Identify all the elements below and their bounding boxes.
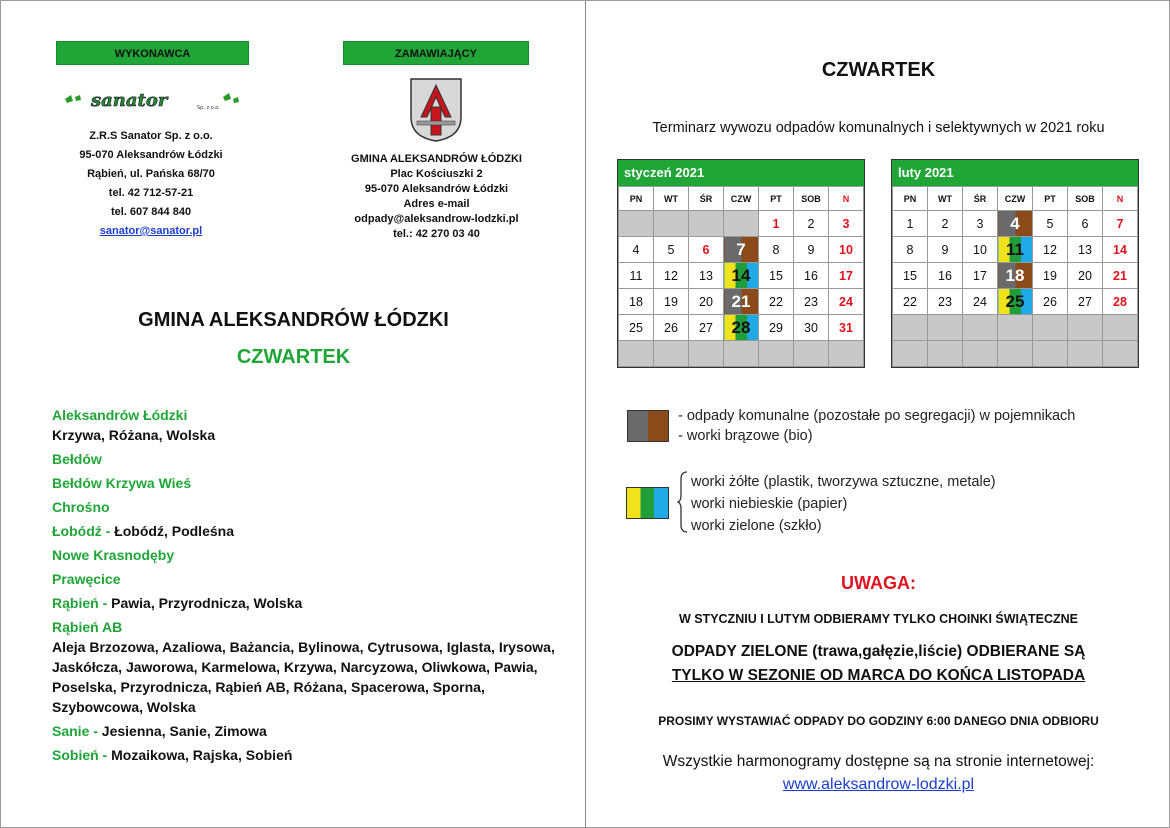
calendar-day: 17 [829, 263, 864, 289]
calendar-day: 11 [619, 263, 654, 289]
weekday-header: WT [654, 187, 689, 211]
calendar-day: 19 [654, 289, 689, 315]
contractor-label: WYKONAWCA [56, 41, 249, 65]
calendar-day: 22 [759, 289, 794, 315]
calendar-day: 2 [794, 211, 829, 237]
weekday-header: N [829, 187, 864, 211]
calendar-day: 3 [963, 211, 998, 237]
calendar-day: 12 [654, 263, 689, 289]
calendar-empty-cell [794, 341, 829, 367]
calendar-day: 24 [963, 289, 998, 315]
calendar-empty-cell [654, 341, 689, 367]
calendar-day: 27 [689, 315, 724, 341]
calendar-day: 23 [928, 289, 963, 315]
weekday-header: WT [928, 187, 963, 211]
calendar-day: 14 [1103, 237, 1138, 263]
contractor-phone1: tel. 42 712-57-21 [108, 187, 194, 199]
locality-name: Prawęcice [52, 571, 121, 587]
calendar-empty-cell [654, 211, 689, 237]
locality-name: Chrośno [52, 499, 110, 515]
locality-name: Bełdów [52, 451, 102, 467]
municipality-crest-icon [409, 77, 463, 143]
calendar-january [617, 159, 865, 368]
contractor-name: Z.R.S Sanator Sp. z o.o. [89, 130, 213, 142]
contractor-phone2: tel. 607 844 840 [110, 206, 192, 218]
weekday-header: PT [759, 187, 794, 211]
street-group [52, 449, 557, 469]
calendar-day: 20 [1068, 263, 1103, 289]
street-list: Krzywa, Różana, Wolska [52, 427, 216, 443]
calendar-empty-cell [1033, 341, 1068, 367]
municipality-day: CZWARTEK [236, 346, 351, 368]
street-group [52, 497, 557, 517]
weekday-header: CZW [998, 187, 1033, 211]
street-group [52, 745, 557, 765]
warning-heading: UWAGA: [841, 573, 916, 593]
website-link[interactable]: www.aleksandrow-lodzki.pl [782, 776, 975, 793]
street-group [52, 721, 557, 741]
calendar-empty-cell [998, 315, 1033, 341]
mixed-waste-swatch [627, 410, 669, 442]
weekday-header: SOB [1068, 187, 1103, 211]
calendar-day: 10 [963, 237, 998, 263]
note-christmas-trees: W STYCZNIU I LUTYM ODBIERAMY TYLKO CHOINKI ŚWIĄTECZNE [678, 612, 1079, 626]
street-list: Pawia, Przyrodnicza, Wolska [111, 595, 303, 611]
street-group [52, 473, 557, 493]
street-list: Mozaikowa, Rajska, Sobień [111, 747, 293, 763]
calendar-empty-cell [928, 315, 963, 341]
calendar-empty-cell [963, 341, 998, 367]
locality-name: Sanie - [52, 723, 98, 739]
note-green-waste-line2: TYLKO W SEZONIE OD MARCA DO KOŃCA LISTOPADA [671, 667, 1086, 684]
calendar-empty-cell [619, 211, 654, 237]
calendar-day: 6 [1068, 211, 1103, 237]
schedule-title: CZWARTEK [821, 59, 936, 81]
calendar-empty-cell [963, 315, 998, 341]
calendar-empty-cell [893, 315, 928, 341]
calendar-day: 4 [619, 237, 654, 263]
calendar-day: 16 [928, 263, 963, 289]
calendar-empty-cell [1068, 341, 1103, 367]
calendar-day: 6 [689, 237, 724, 263]
weekday-header: ŚR [689, 187, 724, 211]
locality-name: Rąbień AB [52, 619, 123, 635]
calendar-day: 7 [724, 237, 759, 263]
note-green-waste [586, 640, 1170, 688]
calendar-day: 9 [928, 237, 963, 263]
calendar-day: 5 [654, 237, 689, 263]
street-group [52, 593, 557, 613]
note-schedules: Wszystkie harmonogramy dostępne są na stronie internetowej: [662, 753, 1095, 770]
selective-waste-legend [691, 471, 996, 537]
contractor-info [41, 127, 261, 241]
street-group [52, 405, 557, 445]
calendar-day: 21 [724, 289, 759, 315]
calendar-day: 23 [794, 289, 829, 315]
calendar-day: 13 [689, 263, 724, 289]
calendar-day: 15 [759, 263, 794, 289]
locality-name: Nowe Krasnodęby [52, 547, 175, 563]
calendar-day: 4 [998, 211, 1033, 237]
locality-name: Rąbień - [52, 595, 108, 611]
calendar-empty-cell [1103, 315, 1138, 341]
calendar-empty-cell [689, 211, 724, 237]
calendar-day: 5 [1033, 211, 1068, 237]
calendar-day: 24 [829, 289, 864, 315]
calendar-day: 1 [759, 211, 794, 237]
calendar-day: 30 [794, 315, 829, 341]
calendar-empty-cell [759, 341, 794, 367]
calendar-day: 9 [794, 237, 829, 263]
weekday-header: ŚR [963, 187, 998, 211]
calendar-day: 29 [759, 315, 794, 341]
calendar-day: 12 [1033, 237, 1068, 263]
calendar-day: 20 [689, 289, 724, 315]
contractor-address1: 95-070 Aleksandrów Łódzki [79, 149, 223, 161]
contractor-address2: Rąbień, ul. Pańska 68/70 [87, 168, 215, 180]
calendar-day: 28 [724, 315, 759, 341]
calendar-day: 25 [998, 289, 1033, 315]
client-email: odpady@aleksandrow-lodzki.pl [354, 213, 519, 225]
calendar-month-title: luty 2021 [892, 160, 1138, 186]
calendar-day: 31 [829, 315, 864, 341]
locality-name: Aleksandrów Łódzki [52, 407, 188, 423]
client-phone: tel.: 42 270 03 40 [393, 228, 480, 240]
street-group [52, 545, 557, 565]
calendar-day: 14 [724, 263, 759, 289]
calendar-empty-cell [1033, 315, 1068, 341]
sanator-logo [61, 87, 246, 117]
client-info [319, 152, 554, 242]
calendar-day: 17 [963, 263, 998, 289]
calendar-day: 18 [619, 289, 654, 315]
locality-name: Sobień - [52, 747, 108, 763]
street-list: Aleja Brzozowa, Azaliowa, Bażancia, Bylinowa, Cytrusowa, Iglasta, Irysowa, Jaskółcza, Jaworowa, Karmelowa, Krzywa, Narcyzowa, Oliwkowa, Pawia, Poselska, Przyrodnicza, Rąbień AB, Różana, Spacerowa, Sporna, Szybowcowa, Wolska [52, 639, 555, 715]
logo-suffix: Sp. z o.o. [197, 105, 220, 111]
contractor-email-link[interactable]: sanator@sanator.pl [99, 225, 203, 237]
calendar-empty-cell [724, 341, 759, 367]
calendar-day: 21 [1103, 263, 1138, 289]
calendar-day: 18 [998, 263, 1033, 289]
selective-waste-swatch [626, 487, 669, 519]
client-address1: Plac Kościuszki 2 [390, 168, 483, 180]
calendar-empty-cell [829, 341, 864, 367]
calendar-day: 19 [1033, 263, 1068, 289]
weekday-header: PT [1033, 187, 1068, 211]
client-name: GMINA ALEKSANDRÓW ŁÓDZKI [351, 153, 522, 165]
streets-list [52, 405, 557, 769]
client-address2: 95-070 Aleksandrów Łódzki [364, 183, 509, 195]
calendar-day: 26 [1033, 289, 1068, 315]
calendar-day: 8 [759, 237, 794, 263]
calendar-day: 2 [928, 211, 963, 237]
calendar-day: 15 [893, 263, 928, 289]
calendar-day: 13 [1068, 237, 1103, 263]
municipality-title: GMINA ALEKSANDRÓW ŁÓDZKI [138, 309, 449, 331]
calendar-month-title: styczeń 2021 [618, 160, 864, 186]
street-list: Jesienna, Sanie, Zimowa [101, 723, 267, 739]
calendar-empty-cell [998, 341, 1033, 367]
weekday-header: CZW [724, 187, 759, 211]
street-list: Łobódź, Podleśna [114, 523, 234, 539]
street-group [52, 569, 557, 589]
calendar-day: 8 [893, 237, 928, 263]
client-label: ZAMAWIAJĄCY [343, 41, 529, 65]
note-green-waste-line1: ODPADY ZIELONE (trawa,gałęzie,liście) ODBIERANE SĄ [671, 643, 1086, 660]
schedule-subtitle: Terminarz wywozu odpadów komunalnych i selektywnych w 2021 roku [652, 120, 1105, 136]
calendar-empty-cell [689, 341, 724, 367]
client-email-label: Adres e-mail [403, 198, 470, 210]
calendar-day: 28 [1103, 289, 1138, 315]
calendar-day: 10 [829, 237, 864, 263]
calendar-empty-cell [1103, 341, 1138, 367]
calendar-day: 11 [998, 237, 1033, 263]
calendar-empty-cell [1068, 315, 1103, 341]
calendar-day: 25 [619, 315, 654, 341]
calendar-day: 22 [893, 289, 928, 315]
weekday-header: N [1103, 187, 1138, 211]
legend-brace-icon [677, 471, 689, 533]
selective-legend-line2: worki niebieskie (papier) [691, 496, 848, 512]
locality-name: Bełdów Krzywa Wieś [52, 475, 192, 491]
logo-text: sanator [91, 90, 168, 111]
weekday-header: PN [893, 187, 928, 211]
calendar-empty-cell [893, 341, 928, 367]
weekday-header: PN [619, 187, 654, 211]
calendar-empty-cell [619, 341, 654, 367]
mixed-legend-line2: - worki brązowe (bio) [678, 428, 813, 444]
calendar-day: 26 [654, 315, 689, 341]
calendar-day: 3 [829, 211, 864, 237]
calendar-empty-cell [928, 341, 963, 367]
street-group [52, 521, 557, 541]
weekday-header: SOB [794, 187, 829, 211]
calendar-february [891, 159, 1139, 368]
selective-legend-line3: worki zielone (szkło) [691, 518, 822, 534]
note-time: PROSIMY WYSTAWIAĆ ODPADY DO GODZINY 6:00 DANEGO DNIA ODBIORU [658, 714, 1099, 728]
mixed-waste-legend [678, 406, 1075, 446]
calendar-day: 16 [794, 263, 829, 289]
mixed-legend-line1: - odpady komunalne (pozostałe po segregacji) w pojemnikach [678, 408, 1076, 424]
calendar-day: 7 [1103, 211, 1138, 237]
calendar-day: 27 [1068, 289, 1103, 315]
selective-legend-line1: worki żółte (plastik, tworzywa sztuczne, metale) [691, 474, 996, 490]
calendar-day: 1 [893, 211, 928, 237]
calendar-empty-cell [724, 211, 759, 237]
street-group [52, 617, 557, 717]
locality-name: Łobódź - [52, 523, 111, 539]
